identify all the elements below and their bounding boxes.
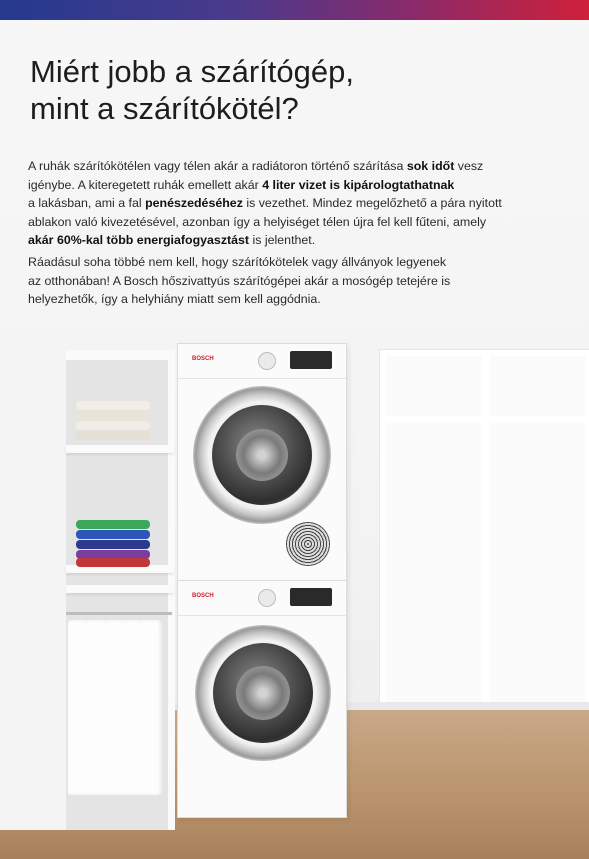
highlight: 4 liter vizet is kipárologtathatnak [262,177,455,192]
second-paragraph [28,253,558,309]
text: igénybe. A kiteregetett ruhák emellett akár [28,177,263,192]
window [380,350,589,742]
towel [76,540,150,549]
towel [76,401,150,410]
washing-machine [177,580,347,818]
highlight: penészedéséhez [145,196,243,211]
intro-paragraph [28,157,558,250]
shirt [140,620,162,795]
condenser-grille [286,522,330,566]
control-display [290,588,332,606]
product-photo [0,20,589,859]
text: is jelenthet. [249,233,316,248]
title-line: mint a szárítókötél? [30,91,299,126]
control-display [290,351,332,369]
program-knob [258,589,276,607]
text: vesz [454,159,484,173]
text: A ruhák szárítókötélen vagy télen akár a radiátoron történő szárítása [28,159,407,173]
towel [76,431,150,440]
text: az otthonában! A Bosch hőszivattyús szárítógépei akár a mosógép tetejére is [28,273,451,288]
text: helyezhetők, így a helyhiány miatt sem kell aggódnia. [28,292,321,307]
text: is vezethet. Mindez megelőzhető a pára nyitott [242,196,502,211]
highlight: sok időt [406,159,455,173]
brand-logo: BOSCH [192,356,214,362]
towel [76,558,150,567]
towel [76,530,150,539]
shelf [66,445,174,453]
heat-pump-dryer [177,343,347,581]
page-title [30,53,354,127]
towel [76,520,150,529]
text: a lakásban, ami a fal [28,196,146,211]
brand-logo: BOSCH [192,593,214,599]
program-knob [258,352,276,370]
text: ablakon való kivezetésével, azonban így a helyiséget télen újra fel kell fűteni, amely [28,214,487,229]
title-line: Miért jobb a szárítógép, [30,54,354,89]
highlight: akár 60%-kal több energiafogyasztást [28,233,250,248]
text: Ráadásul soha többé nem kell, hogy szárítókötelek vagy állványok legyenek [28,255,447,269]
header-accent-bar [0,0,589,20]
towel [76,411,150,420]
shelf [66,585,174,593]
towel [76,421,150,430]
clothes-rod [66,612,172,615]
